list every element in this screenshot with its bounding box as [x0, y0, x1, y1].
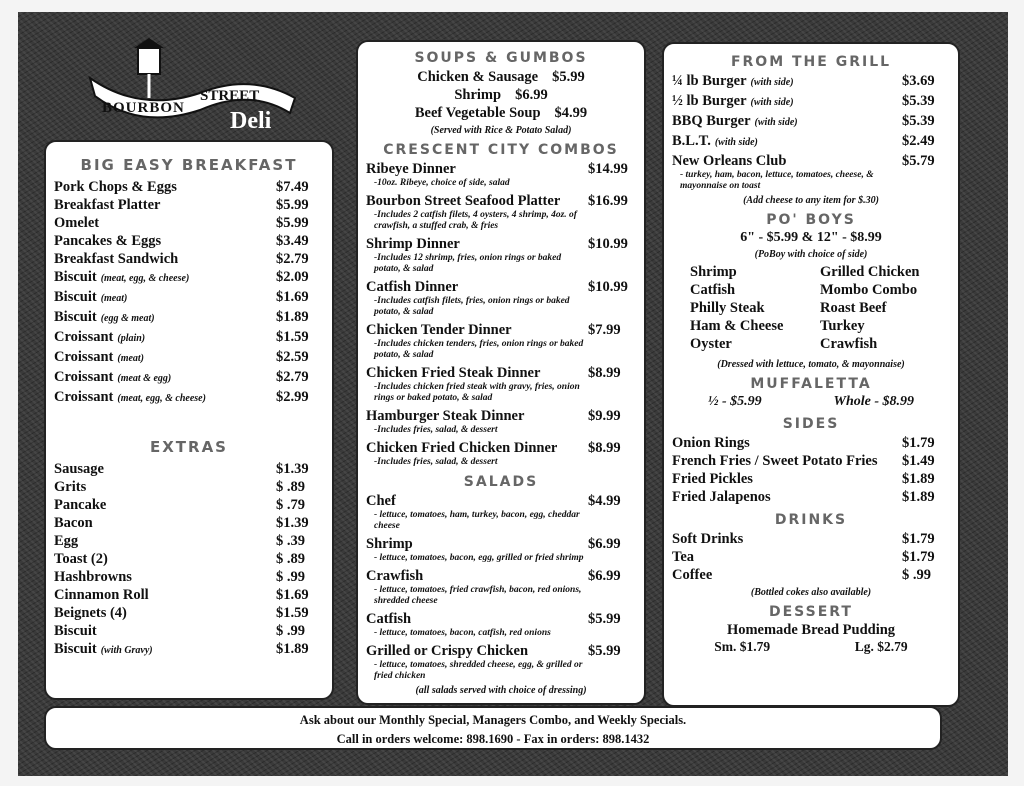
- menu-item-row: [366, 492, 636, 510]
- menu-item-row: [672, 92, 950, 112]
- item-name-text: Tea: [672, 549, 695, 565]
- item-description: -Includes catfish filets, fries, onion rings or baked potato, & salad: [374, 296, 570, 317]
- soups-list: [366, 68, 636, 122]
- item-price: $10.99: [588, 279, 628, 295]
- item-name-text: Fried Pickles: [672, 471, 753, 487]
- item-name: [417, 68, 538, 86]
- menu-item-row: [54, 196, 324, 214]
- menu-item-row: [54, 232, 324, 250]
- item-name-text: Breakfast Platter: [54, 197, 161, 213]
- grill-panel: [662, 42, 960, 707]
- item-name-text: Chicken Fried Steak Dinner: [366, 365, 541, 381]
- soups-heading: SOUPS & GUMBOS: [414, 50, 588, 66]
- menu-item-row: [366, 86, 636, 104]
- item-name-text: Biscuit: [54, 641, 97, 657]
- menu-item-row: [672, 112, 950, 132]
- item-name: [54, 460, 276, 478]
- item-name-text: Crawfish: [366, 568, 424, 584]
- item-price: $1.89: [902, 471, 935, 487]
- menu-item-row: [54, 478, 324, 496]
- item-description: - turkey, ham, bacon, lettuce, tomatoes, cheese, & mayonnaise on toast: [680, 170, 874, 191]
- menu-item-row: [54, 250, 324, 268]
- item-name: [54, 214, 276, 232]
- drinks-note: (Bottled cokes also available): [750, 587, 872, 598]
- item-name-text: Grits: [54, 479, 87, 495]
- item-price: $ .89: [276, 479, 305, 495]
- menu-item-row: [672, 452, 950, 470]
- item-name: [54, 268, 276, 288]
- logo-word-bourbon: BOURBON: [102, 100, 185, 116]
- extras-heading: EXTRAS: [149, 438, 228, 456]
- poboy-choice: Mombo Combo: [820, 282, 918, 298]
- item-price: $5.99: [276, 215, 309, 231]
- item-price: $ .99: [902, 567, 931, 583]
- menu-item-row: [672, 548, 950, 566]
- item-name: [366, 235, 588, 253]
- combos-heading: CRESCENT CITY COMBOS: [383, 142, 619, 158]
- menu-item-row: [54, 288, 324, 308]
- grill-heading: FROM THE GRILL: [730, 54, 892, 70]
- footer-phone: Call in orders welcome: 898.1690 - Fax in orders: 898.1432: [336, 732, 650, 746]
- item-note: (with Gravy): [100, 645, 153, 656]
- drinks-heading: DRINKS: [774, 512, 848, 528]
- poboy-choice: Ham & Cheese: [690, 318, 784, 334]
- dessert-small: Sm. $1.79: [714, 639, 771, 654]
- item-description: -Includes fries, salad, & dessert: [374, 425, 498, 435]
- menu-item-row: [54, 388, 324, 408]
- menu-item-row: [54, 604, 324, 622]
- menu-item-row: [54, 496, 324, 514]
- item-description: - lettuce, tomatoes, ham, turkey, bacon, egg, cheddar cheese: [374, 510, 580, 531]
- item-name: [366, 407, 588, 425]
- menu-item-row: [54, 622, 324, 640]
- item-name: [54, 308, 276, 328]
- menu-item-row: [672, 132, 950, 152]
- muffaletta-heading: MUFFALETTA: [750, 376, 872, 392]
- item-name-text: Shrimp Dinner: [366, 236, 460, 252]
- item-name: [54, 348, 276, 368]
- item-name-text: Biscuit: [54, 623, 97, 639]
- item-price: $6.99: [588, 568, 621, 584]
- menu-item-row: [366, 235, 636, 253]
- item-price: $1.89: [276, 309, 309, 325]
- menu-item-row: [54, 460, 324, 478]
- dessert-prices: [672, 639, 950, 655]
- item-name-text: Coffee: [672, 567, 713, 583]
- item-price: $1.39: [276, 461, 309, 477]
- menu-item-row: [366, 567, 636, 585]
- item-price: $14.99: [588, 161, 628, 177]
- item-name-text: Grilled or Crispy Chicken: [366, 643, 529, 659]
- item-name: [454, 86, 501, 104]
- item-description: - lettuce, tomatoes, bacon, catfish, red onions: [374, 628, 551, 638]
- item-name: [366, 278, 588, 296]
- sides-heading: SIDES: [782, 416, 840, 432]
- drinks-list: [672, 530, 950, 584]
- item-name-text: Biscuit: [54, 269, 97, 285]
- item-name-text: Catfish Dinner: [366, 279, 459, 295]
- menu-item-row: [54, 550, 324, 568]
- item-name-text: Croissant: [54, 369, 114, 385]
- menu-item-row: [54, 178, 324, 196]
- item-description: -Includes chicken tenders, fries, onion rings or baked potato, & salad: [374, 339, 584, 360]
- menu-item-row: [672, 72, 950, 92]
- item-price: $2.49: [902, 133, 935, 149]
- item-name: [672, 530, 902, 548]
- breakfast-panel: [44, 140, 334, 700]
- item-name-text: Cinnamon Roll: [54, 587, 149, 603]
- item-name-text: Catfish: [366, 611, 412, 627]
- item-name-text: Bacon: [54, 515, 93, 531]
- menu-item-row: [54, 514, 324, 532]
- item-description: -10oz. Ribeye, choice of side, salad: [374, 178, 510, 188]
- item-name-text: Breakfast Sandwich: [54, 251, 179, 267]
- extras-list: [54, 460, 324, 660]
- menu-item-row: [54, 586, 324, 604]
- item-name: [54, 328, 276, 348]
- item-name: [672, 488, 902, 506]
- item-name: [366, 567, 588, 585]
- item-name: [54, 532, 276, 550]
- item-name-text: Ribeye Dinner: [366, 161, 456, 177]
- dessert-name: Homemade Bread Pudding: [726, 622, 896, 638]
- menu-item-row: [672, 566, 950, 584]
- menu-item-row: [366, 278, 636, 296]
- item-description: -Includes 2 catfish filets, 4 oysters, 4 shrimp, 4oz. of crawfish, a stuffed crab, & fries: [374, 210, 577, 231]
- item-name: [366, 321, 588, 339]
- dessert-large: Lg. $2.79: [854, 639, 908, 654]
- poboy-choice: Crawfish: [820, 336, 878, 352]
- item-price: $4.99: [554, 105, 588, 121]
- item-note: (with side): [714, 137, 758, 148]
- item-name-text: ¼ lb Burger: [672, 73, 747, 89]
- poboy-choice: Catfish: [690, 282, 736, 298]
- footer-specials: Ask about our Monthly Special, Managers Combo, and Weekly Specials.: [299, 713, 687, 727]
- item-price: $2.09: [276, 269, 309, 285]
- muffaletta-half: ½ - $5.99: [707, 394, 762, 409]
- item-name-text: Soft Drinks: [672, 531, 744, 547]
- item-note: (meat, egg, & cheese): [100, 273, 190, 284]
- dessert-heading: DESSERT: [769, 604, 853, 620]
- deli-logo: [80, 38, 320, 138]
- menu-item-row: [54, 214, 324, 232]
- logo-word-street: STREET: [200, 88, 260, 104]
- soups-note: (Served with Rice & Potato Salad): [430, 125, 572, 136]
- item-description: -Includes chicken fried steak with gravy, fries, onion rings or baked potato, & salad: [374, 382, 580, 403]
- item-name: [54, 368, 276, 388]
- muffaletta-whole: Whole - $8.99: [833, 394, 915, 409]
- menu-item-row: [54, 532, 324, 550]
- item-name-text: Pancakes & Eggs: [54, 233, 162, 249]
- menu-item-row: [366, 610, 636, 628]
- item-name-text: Croissant: [54, 349, 114, 365]
- item-price: $5.39: [902, 113, 935, 129]
- item-price: $10.99: [588, 236, 628, 252]
- menu-item-row: [672, 530, 950, 548]
- item-price: $ .99: [276, 623, 305, 639]
- item-name: [54, 604, 276, 622]
- menu-item-row: [54, 640, 324, 660]
- item-name: [54, 622, 276, 640]
- poboy-choice: Oyster: [690, 336, 732, 352]
- item-name: [54, 496, 276, 514]
- item-name: [672, 548, 902, 566]
- item-name: [366, 160, 588, 178]
- menu-item-row: [366, 364, 636, 382]
- menu-item-row: [366, 104, 636, 122]
- item-name: [54, 478, 276, 496]
- item-name-text: Chicken Tender Dinner: [366, 322, 512, 338]
- item-price: $7.49: [276, 179, 309, 195]
- item-price: $5.99: [588, 643, 621, 659]
- item-name: [366, 535, 588, 553]
- poboy-choice: Roast Beef: [820, 300, 887, 316]
- menu-item-row: [54, 348, 324, 368]
- item-name-text: Croissant: [54, 389, 114, 405]
- item-price: $2.59: [276, 349, 309, 365]
- item-name: [54, 232, 276, 250]
- item-name-text: ½ lb Burger: [672, 93, 747, 109]
- breakfast-list: [54, 178, 324, 408]
- item-name: [672, 132, 902, 152]
- item-price: $6.99: [588, 536, 621, 552]
- item-price: $3.69: [902, 73, 935, 89]
- menu-item-row: [54, 308, 324, 328]
- item-price: $9.99: [588, 408, 621, 424]
- item-price: $ .39: [276, 533, 305, 549]
- item-price: $1.39: [276, 515, 309, 531]
- item-note: (egg & meat): [100, 313, 155, 324]
- poboys-subnote: (PoBoy with choice of side): [754, 249, 868, 260]
- item-name-text: Pancake: [54, 497, 107, 513]
- item-name-text: Beignets (4): [54, 605, 127, 621]
- item-name: [366, 610, 588, 628]
- item-name-text: B.L.T.: [672, 133, 711, 149]
- item-name-text: Egg: [54, 533, 79, 549]
- menu-item-row: [672, 470, 950, 488]
- item-name-text: French Fries / Sweet Potato Fries: [672, 453, 878, 469]
- item-description: - lettuce, tomatoes, shredded cheese, egg, & grilled or fried chicken: [374, 660, 583, 681]
- item-price: $1.79: [902, 435, 935, 451]
- item-name-text: Bourbon Street Seafood Platter: [366, 193, 561, 209]
- item-description: - lettuce, tomatoes, bacon, egg, grilled or fried shrimp: [374, 553, 584, 563]
- item-price: $1.69: [276, 587, 309, 603]
- grill-note: (Add cheese to any item for $.30): [743, 195, 879, 206]
- item-name-text: Chicken & Sausage: [417, 69, 539, 85]
- salads-heading: SALADS: [463, 474, 539, 490]
- menu-item-row: [366, 321, 636, 339]
- item-price: $1.79: [902, 531, 935, 547]
- menu-item-row: [366, 192, 636, 210]
- item-note: (meat & egg): [117, 373, 172, 384]
- menu-item-row: [672, 434, 950, 452]
- item-price: $5.79: [902, 153, 935, 169]
- item-name-text: Sausage: [54, 461, 104, 477]
- menu-item-row: [366, 407, 636, 425]
- item-name: [672, 72, 902, 92]
- item-price: $2.79: [276, 251, 309, 267]
- item-description: -Includes 12 shrimp, fries, onion rings or baked potato, & salad: [374, 253, 562, 274]
- item-name: [672, 470, 902, 488]
- item-price: $5.99: [552, 69, 585, 85]
- item-price: $2.79: [276, 369, 309, 385]
- item-price: $ .79: [276, 497, 305, 513]
- item-note: (meat): [100, 293, 128, 304]
- item-name-text: Chef: [366, 493, 396, 509]
- item-name: [415, 104, 541, 122]
- item-name-text: Onion Rings: [672, 435, 750, 451]
- combos-list: [366, 160, 636, 468]
- item-price: $4.99: [588, 493, 621, 509]
- item-price: $7.99: [588, 322, 621, 338]
- poboy-choice: Philly Steak: [690, 300, 765, 316]
- item-price: $8.99: [588, 440, 621, 456]
- item-name: [366, 439, 588, 457]
- item-price: $16.99: [588, 193, 628, 209]
- item-name-text: Hashbrowns: [54, 569, 132, 585]
- item-price: $5.99: [588, 611, 621, 627]
- poboy-choice: Turkey: [820, 318, 865, 334]
- item-name-text: Chicken Fried Chicken Dinner: [366, 440, 558, 456]
- item-note: (with side): [750, 97, 794, 108]
- item-price: $1.59: [276, 329, 309, 345]
- sides-list: [672, 434, 950, 506]
- item-name-text: Biscuit: [54, 289, 97, 305]
- menu-item-row: [366, 642, 636, 660]
- menu-item-row: [54, 328, 324, 348]
- item-name: [366, 642, 588, 660]
- poboys-choices: [672, 263, 950, 353]
- item-name-text: New Orleans Club: [672, 153, 787, 169]
- item-note: (with side): [754, 117, 798, 128]
- poboys-note: (Dressed with lettuce, tomato, & mayonnaise): [717, 359, 905, 370]
- menu-item-row: [54, 568, 324, 586]
- footer-panel: [44, 706, 942, 750]
- item-name-text: Omelet: [54, 215, 100, 231]
- item-price: $8.99: [588, 365, 621, 381]
- breakfast-heading: BIG EASY BREAKFAST: [80, 156, 298, 174]
- item-name-text: Shrimp: [454, 87, 502, 103]
- item-name-text: Pork Chops & Eggs: [54, 179, 177, 195]
- item-price: $1.49: [902, 453, 935, 469]
- menu-item-row: [54, 368, 324, 388]
- item-name: [54, 178, 276, 196]
- item-name-text: Beef Vegetable Soup: [414, 105, 541, 121]
- item-price: $6.99: [515, 87, 548, 103]
- salads-list: [366, 492, 636, 682]
- item-price: $1.89: [902, 489, 935, 505]
- item-name: [366, 492, 588, 510]
- item-note: (with side): [750, 77, 794, 88]
- item-name-text: Croissant: [54, 329, 114, 345]
- item-name-text: Fried Jalapenos: [672, 489, 771, 505]
- item-name-text: Hamburger Steak Dinner: [366, 408, 525, 424]
- item-price: $ .89: [276, 551, 305, 567]
- poboy-choice: Grilled Chicken: [820, 264, 920, 280]
- item-price: $2.99: [276, 389, 309, 405]
- poboys-prices: 6" - $5.99 & 12" - $8.99: [740, 230, 882, 245]
- item-name-text: Toast (2): [54, 551, 108, 567]
- muffaletta-prices: [672, 394, 950, 410]
- item-name: [54, 388, 276, 408]
- item-name-text: Biscuit: [54, 309, 97, 325]
- menu-item-row: [672, 152, 950, 170]
- item-name: [672, 92, 902, 112]
- menu-item-row: [54, 268, 324, 288]
- poboy-choice: Shrimp: [690, 264, 737, 280]
- item-price: $1.69: [276, 289, 309, 305]
- item-name: [672, 566, 902, 584]
- item-note: (meat): [117, 353, 145, 364]
- logo-word-deli: Deli: [230, 108, 272, 134]
- item-name: [54, 250, 276, 268]
- item-price: $3.49: [276, 233, 309, 249]
- item-name: [54, 586, 276, 604]
- item-name: [366, 364, 588, 382]
- item-price: $1.89: [276, 641, 309, 657]
- menu-item-row: [366, 68, 636, 86]
- menu-item-row: [366, 535, 636, 553]
- poboys-heading: PO' BOYS: [766, 212, 856, 228]
- item-note: (plain): [117, 333, 146, 344]
- item-name: [54, 288, 276, 308]
- item-name: [672, 452, 902, 470]
- item-description: - lettuce, tomatoes, fried crawfish, bacon, red onions, shredded cheese: [374, 585, 582, 606]
- menu-item-row: [366, 160, 636, 178]
- item-note: (meat, egg, & cheese): [117, 393, 206, 404]
- item-name: [672, 152, 902, 170]
- item-description: -Includes fries, salad, & dessert: [374, 457, 498, 467]
- item-name: [54, 196, 276, 214]
- item-name: [54, 568, 276, 586]
- item-price: $5.99: [276, 197, 309, 213]
- grill-list: [672, 72, 950, 192]
- soups-combos-panel: [356, 40, 646, 705]
- item-name: [672, 434, 902, 452]
- item-name: [54, 550, 276, 568]
- item-price: $ .99: [276, 569, 305, 585]
- item-name: [54, 514, 276, 532]
- item-price: $5.39: [902, 93, 935, 109]
- menu-item-row: [366, 439, 636, 457]
- item-name: [672, 112, 902, 132]
- item-name-text: BBQ Burger: [672, 113, 751, 129]
- item-name-text: Shrimp: [366, 536, 413, 552]
- item-price: $1.59: [276, 605, 309, 621]
- menu-item-row: [672, 488, 950, 506]
- item-price: $1.79: [902, 549, 935, 565]
- item-name: [366, 192, 588, 210]
- salads-note: (all salads served with choice of dressing): [415, 685, 587, 696]
- item-name: [54, 640, 276, 660]
